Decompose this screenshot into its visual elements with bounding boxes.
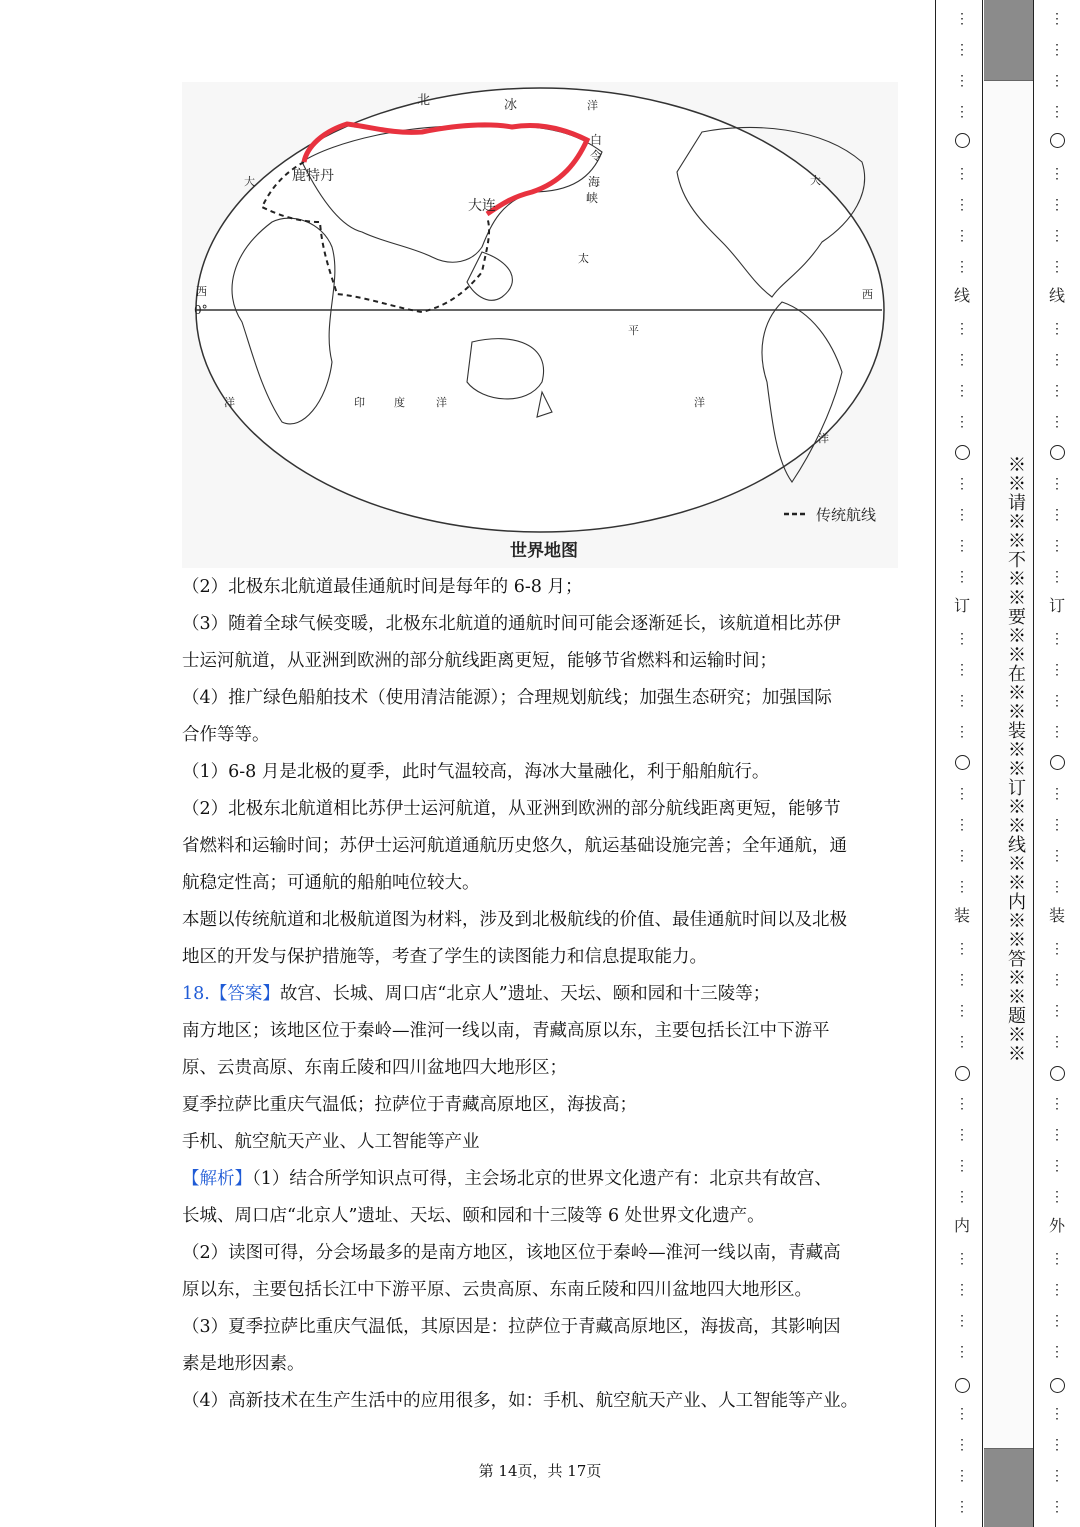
dotted-guide: ⋮ — [955, 1344, 969, 1360]
dotted-guide: ⋮ — [1050, 1096, 1064, 1112]
dotted-guide: ⋮ — [955, 569, 969, 585]
binding-mark-outer-0: 线 — [1048, 286, 1065, 305]
margin-column-outer — [1042, 0, 1072, 1527]
dotted-guide: ⋮ — [1050, 724, 1064, 740]
dotted-guide: ⋮ — [955, 538, 969, 554]
dotted-guide: ⋮ — [955, 166, 969, 182]
dotted-guide: ⋮ — [1050, 631, 1064, 647]
binding-mark-inner-0: 线 — [953, 286, 970, 305]
dotted-guide: ⋮ — [955, 1189, 969, 1205]
dotted-guide: ⋮ — [1050, 259, 1064, 275]
binding-mark-inner-3: 内 — [953, 1216, 970, 1235]
binding-mark-inner-1: 订 — [953, 596, 970, 615]
map-label-yang-left: 洋 — [224, 396, 235, 409]
dotted-guide: ⋮ — [1050, 941, 1064, 957]
dotted-guide: ⋮ — [1050, 321, 1064, 337]
map-label-north: 北 — [417, 93, 431, 108]
dotted-guide: ⋮ — [955, 1499, 969, 1515]
dotted-guide: ⋮ — [955, 414, 969, 430]
dotted-guide: ⋮ — [955, 42, 969, 58]
binding-hole-circle-icon — [1042, 1378, 1072, 1393]
dotted-guide: ⋮ — [955, 1468, 969, 1484]
dotted-guide: ⋮ — [1050, 848, 1064, 864]
dotted-guide: ⋮ — [955, 1406, 969, 1422]
binding-hole-circle-icon — [1042, 445, 1072, 460]
text-line: （3）夏季拉萨比重庆气温低，其原因是：拉萨位于青藏高原地区，海拔高，其影响因 — [182, 1317, 841, 1337]
dotted-guide: ⋮ — [955, 507, 969, 523]
dotted-guide: ⋮ — [1050, 879, 1064, 895]
map-label-xia: 峡 — [586, 191, 599, 205]
text-line: 本题以传统航道和北极航道图为材料，涉及到北极航线的价值、最佳通航时间以及北极 — [182, 910, 847, 930]
text-line: 士运河航道，从亚洲到欧洲的部分航线距离更短，能够节省燃料和运输时间； — [182, 651, 777, 671]
map-caption: 世界地图 — [510, 541, 578, 561]
dotted-guide: ⋮ — [1050, 507, 1064, 523]
dotted-guide: ⋮ — [955, 197, 969, 213]
legend-label: 传统航线 — [816, 506, 877, 524]
dotted-guide: ⋮ — [1050, 476, 1064, 492]
map-label-xi-left: 西 — [196, 285, 207, 298]
dotted-guide: ⋮ — [955, 786, 969, 802]
dotted-guide: ⋮ — [1050, 1499, 1064, 1515]
dotted-guide: ⋮ — [1050, 569, 1064, 585]
dotted-guide: ⋮ — [1050, 352, 1064, 368]
binding-mark-outer-2: 装 — [1048, 906, 1065, 925]
dotted-guide: ⋮ — [955, 1127, 969, 1143]
text-line: 省燃料和运输时间；苏伊士运河航道通航历史悠久，航运基础设施完善；全年通航，通 — [182, 836, 847, 856]
dotted-guide: ⋮ — [955, 352, 969, 368]
dotted-guide: ⋮ — [955, 1003, 969, 1019]
dotted-guide: ⋮ — [1050, 1034, 1064, 1050]
dotted-guide: ⋮ — [955, 879, 969, 895]
dotted-guide: ⋮ — [1050, 1127, 1064, 1143]
map-label-da-right: 大 — [810, 174, 821, 187]
analysis-heading-line: 【解析】（1）结合所学知识点可得，主会场北京的世界文化遗产有：北京共有故宫、 — [182, 1169, 832, 1189]
dotted-guide: ⋮ — [1050, 42, 1064, 58]
map-label-ping: 平 — [628, 324, 639, 337]
dotted-guide: ⋮ — [955, 1313, 969, 1329]
dotted-guide: ⋮ — [1050, 1158, 1064, 1174]
dotted-guide: ⋮ — [955, 73, 969, 89]
binding-hole-circle-icon — [1042, 755, 1072, 770]
dotted-guide: ⋮ — [1050, 1468, 1064, 1484]
dotted-guide: ⋮ — [1050, 11, 1064, 27]
binding-hole-circle-icon — [947, 1066, 977, 1081]
map-label-yin: 印 — [354, 396, 365, 409]
dotted-guide: ⋮ — [1050, 972, 1064, 988]
text-line: （4）高新技术在生产生活中的应用很多，如：手机、航空航天产业、人工智能等产业。 — [182, 1391, 859, 1411]
binding-hole-circle-icon — [1042, 133, 1072, 148]
analysis-tag: 【解析】 — [182, 1169, 252, 1189]
map-label-yang-right1: 洋 — [694, 396, 705, 409]
dotted-guide: ⋮ — [1050, 197, 1064, 213]
text-line: 长城、周口店“北京人”遗址、天坛、颐和园和十三陵等 6 处世界文化遗产。 — [182, 1206, 765, 1226]
dotted-guide: ⋮ — [955, 11, 969, 27]
map-label-zero-degree: 0° — [194, 303, 208, 317]
binding-mark-inner-2: 装 — [953, 906, 970, 925]
dotted-guide: ⋮ — [955, 1034, 969, 1050]
world-map-figure — [182, 82, 898, 568]
map-label-ling: 令 — [590, 149, 603, 163]
dotted-guide: ⋮ — [1050, 383, 1064, 399]
binding-hole-circle-icon — [947, 133, 977, 148]
text-line: 原以东，主要包括长江中下游平原、云贵高原、东南丘陵和四川盆地四大地形区。 — [182, 1280, 812, 1300]
map-label-yang-right2: 洋 — [818, 432, 829, 445]
text-line: （4）推广绿色船舶技术（使用清洁能源）；合理规划航线；加强生态研究；加强国际 — [182, 688, 832, 708]
dotted-guide: ⋮ — [1050, 1003, 1064, 1019]
dotted-guide: ⋮ — [955, 724, 969, 740]
margin-gray-block-bottom — [984, 1447, 1033, 1527]
page-footer: 第 14页，共 17页 — [478, 1462, 602, 1480]
text-line: 手机、航空航天产业、人工智能等产业 — [182, 1132, 480, 1152]
answer-heading-line: 18.【答案】故宫、长城、周口店“北京人”遗址、天坛、颐和园和十三陵等； — [182, 984, 771, 1004]
world-map-svg — [182, 82, 898, 568]
dotted-guide: ⋮ — [955, 228, 969, 244]
map-label-ocean-top: 洋 — [587, 99, 598, 112]
dotted-guide: ⋮ — [955, 1096, 969, 1112]
dotted-guide: ⋮ — [955, 321, 969, 337]
map-label-tai: 太 — [578, 252, 589, 265]
margin-rule-right — [1033, 0, 1034, 1527]
dotted-guide: ⋮ — [1050, 1406, 1064, 1422]
text-line: 合作等等。 — [182, 725, 270, 745]
text-line: （1）6-8 月是北极的夏季，此时气温较高，海冰大量融化，利于船舶航行。 — [182, 762, 770, 782]
dotted-guide: ⋮ — [955, 476, 969, 492]
dotted-guide: ⋮ — [1050, 228, 1064, 244]
map-label-rotterdam: 鹿特丹 — [292, 168, 334, 184]
text-line: （2）北极东北航道相比苏伊士运河航道，从亚洲到欧洲的部分航线距离更短，能够节 — [182, 799, 841, 819]
dotted-guide: ⋮ — [1050, 104, 1064, 120]
text-line: 夏季拉萨比重庆气温低；拉萨位于青藏高原地区，海拔高； — [182, 1095, 637, 1115]
dotted-guide: ⋮ — [1050, 786, 1064, 802]
binding-mark-outer-1: 订 — [1048, 596, 1065, 615]
dotted-guide: ⋮ — [1050, 73, 1064, 89]
dotted-guide: ⋮ — [955, 693, 969, 709]
binding-hole-circle-icon — [947, 445, 977, 460]
text-line: （3）随着全球气候变暖，北极东北航道的通航时间可能会逐渐延长，该航道相比苏伊 — [182, 614, 841, 634]
margin-rule-left — [935, 0, 936, 1527]
dotted-guide: ⋮ — [1050, 1344, 1064, 1360]
dotted-guide: ⋮ — [955, 104, 969, 120]
dotted-guide: ⋮ — [1050, 1313, 1064, 1329]
text-line: （2）读图可得，分会场最多的是南方地区，该地区位于秦岭—淮河一线以南，青藏高 — [182, 1243, 841, 1263]
text-line: 素是地形因素。 — [182, 1354, 305, 1374]
dotted-guide: ⋮ — [1050, 414, 1064, 430]
map-label-dalian: 大连 — [468, 198, 496, 214]
dotted-guide: ⋮ — [955, 259, 969, 275]
map-label-bai: 白 — [590, 133, 603, 147]
text-line: 地区的开发与保护措施等，考查了学生的读图能力和信息提取能力。 — [182, 947, 707, 967]
map-label-xi-right: 西 — [862, 288, 873, 301]
dotted-guide: ⋮ — [955, 383, 969, 399]
binding-mark-outer-3: 外 — [1048, 1216, 1065, 1235]
map-label-ice: 冰 — [504, 98, 518, 113]
dotted-guide: ⋮ — [955, 662, 969, 678]
map-label-yang-mid: 洋 — [436, 396, 447, 409]
dotted-guide: ⋮ — [955, 972, 969, 988]
text-line: 原、云贵高原、东南丘陵和四川盆地四大地形区； — [182, 1058, 567, 1078]
binding-hole-circle-icon — [947, 1378, 977, 1393]
margin-rule-mid — [982, 0, 983, 1527]
text-line: 航稳定性高；可通航的船舶吨位较大。 — [182, 873, 480, 893]
map-label-du: 度 — [394, 396, 405, 409]
dotted-guide: ⋮ — [1050, 662, 1064, 678]
dotted-guide: ⋮ — [1050, 166, 1064, 182]
dotted-guide: ⋮ — [955, 1437, 969, 1453]
dotted-guide: ⋮ — [1050, 1437, 1064, 1453]
dotted-guide: ⋮ — [1050, 693, 1064, 709]
dotted-guide: ⋮ — [955, 1282, 969, 1298]
no-answer-warning: ※※请※※不※※要※※在※※装※※订※※线※※内※※答※※题※※ — [1005, 455, 1026, 1063]
dotted-guide: ⋮ — [955, 848, 969, 864]
map-label-da-left: 大 — [244, 175, 255, 188]
dotted-guide: ⋮ — [1050, 1189, 1064, 1205]
dotted-guide: ⋮ — [955, 1158, 969, 1174]
margin-gray-block-top — [984, 0, 1033, 80]
dotted-guide: ⋮ — [1050, 1251, 1064, 1267]
binding-hole-circle-icon — [947, 755, 977, 770]
dotted-guide: ⋮ — [955, 631, 969, 647]
margin-column-inner — [947, 0, 977, 1527]
dotted-guide: ⋮ — [955, 1251, 969, 1267]
dotted-guide: ⋮ — [1050, 817, 1064, 833]
dotted-guide: ⋮ — [955, 817, 969, 833]
binding-hole-circle-icon — [1042, 1066, 1072, 1081]
dotted-guide: ⋮ — [955, 941, 969, 957]
answer-tag: 18.【答案】 — [182, 984, 280, 1004]
text-line: （2）北极东北航道最佳通航时间是每年的 6-8 月； — [182, 577, 583, 597]
text-line: 南方地区；该地区位于秦岭—淮河一线以南，青藏高原以东，主要包括长江中下游平 — [182, 1021, 830, 1041]
map-label-hai: 海 — [588, 175, 601, 189]
dotted-guide: ⋮ — [1050, 538, 1064, 554]
dotted-guide: ⋮ — [1050, 1282, 1064, 1298]
